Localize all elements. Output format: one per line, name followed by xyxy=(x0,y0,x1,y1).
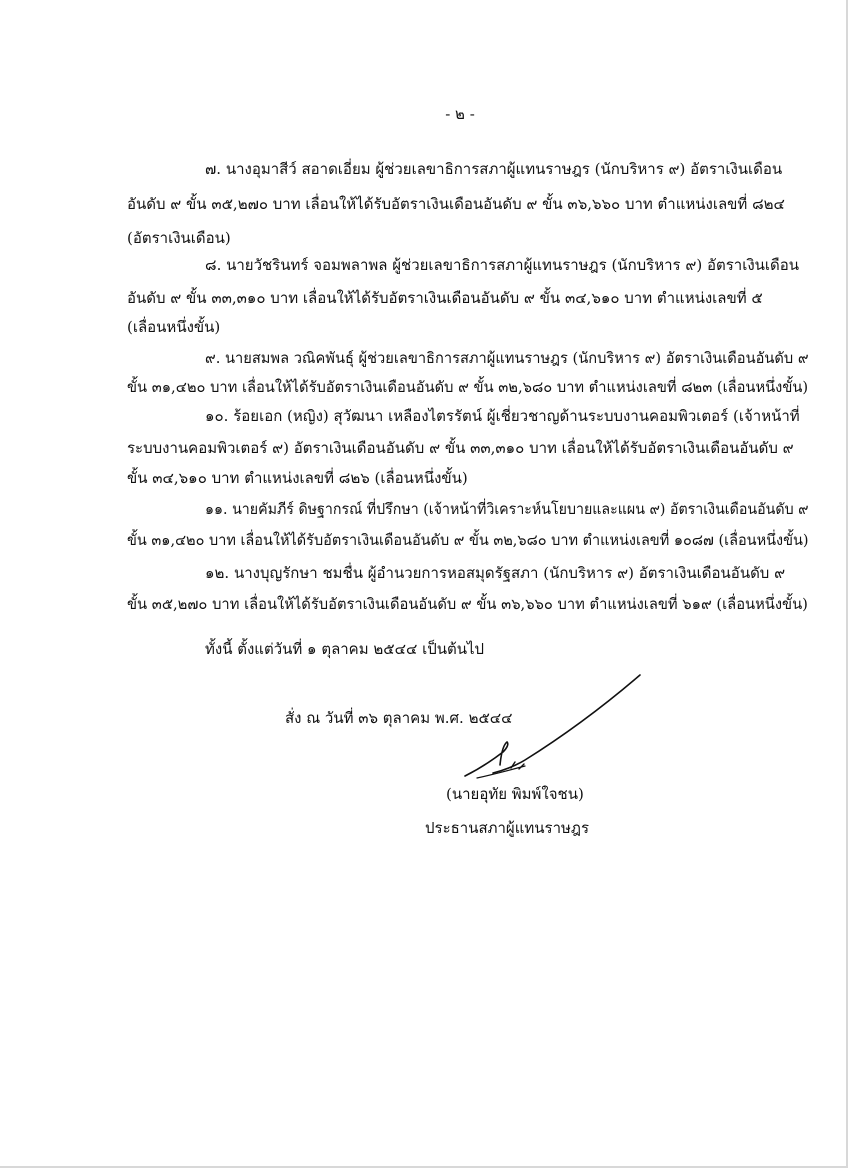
effective-date-statement: ทั้งนี้ ตั้งแต่วันที่ ๑ ตุลาคม ๒๕๔๔ เป็นต้นไป xyxy=(205,640,485,658)
order-date: สั่ง ณ วันที่ ๓๖ ตุลาคม พ.ศ. ๒๕๔๔ xyxy=(285,709,513,727)
item-10-line-1: ๑๐. ร้อยเอก (หญิง) สุวัฒนา เหลืองไตรรัตน์ ผู้เชี่ยวชาญด้านระบบงานคอมพิวเตอร์ (เจ้าหน้าที่ xyxy=(205,407,800,425)
item-7-line-3: (อัตราเงินเดือน) xyxy=(127,229,231,247)
item-8-line-2: อันดับ ๙ ขั้น ๓๓,๓๑๐ บาท เลื่อนให้ได้รับอัตราเงินเดือนอันดับ ๙ ขั้น ๓๔,๖๑๐ บาท ตำแหน่งเลขที่ ๕ xyxy=(127,289,763,307)
handwritten-signature xyxy=(455,670,655,790)
item-9-line-1: ๙. นายสมพล วณิคพันธุ์ ผู้ช่วยเลขาธิการสภาผู้แทนราษฎร (นักบริหาร ๙) อัตราเงินเดือนอันดับ ๙ xyxy=(205,349,809,367)
item-12-line-1: ๑๒. นางบุญรักษา ชมชื่น ผู้อำนวยการหอสมุดรัฐสภา (นักบริหาร ๙) อัตราเงินเดือนอันดับ ๙ xyxy=(205,564,786,582)
item-8-line-1: ๘. นายวัชรินทร์ จอมพลาพล ผู้ช่วยเลขาธิการสภาผู้แทนราษฎร (นักบริหาร ๙) อัตราเงินเดือน xyxy=(205,256,800,274)
signatory-title: ประธานสภาผู้แทนราษฎร xyxy=(425,819,590,837)
signatory-name: (นายอุทัย พิมพ์ใจชน) xyxy=(446,785,584,803)
item-10-line-2: ระบบงานคอมพิวเตอร์ ๙) อัตราเงินเดือนอันดับ ๙ ขั้น ๓๓,๓๑๐ บาท เลื่อนให้ได้รับอัตราเงินเดือนอันดับ ๙ xyxy=(127,439,794,457)
page-number: - ๒ - xyxy=(445,105,475,123)
item-12-line-2: ขั้น ๓๕,๒๗๐ บาท เลื่อนให้ได้รับอัตราเงินเดือนอันดับ ๙ ขั้น ๓๖,๖๖๐ บาท ตำแหน่งเลขที่ ๖๑๙ (เลื่อนหนึ่งขั้น) xyxy=(127,595,808,613)
item-11-line-1: ๑๑. นายคัมภีร์ ดิษฐากรณ์ ที่ปรึกษา (เจ้าหน้าที่วิเคราะห์นโยบายและแผน ๙) อัตราเงินเดือนอันดับ ๙ xyxy=(205,500,809,518)
item-7-line-2: อันดับ ๙ ขั้น ๓๕,๒๗๐ บาท เลื่อนให้ได้รับอัตราเงินเดือนอันดับ ๙ ขั้น ๓๖,๖๖๐ บาท ตำแหน่งเลขที่ ๘๒๔ xyxy=(127,195,785,213)
item-11-line-2: ขั้น ๓๑,๔๒๐ บาท เลื่อนให้ได้รับอัตราเงินเดือนอันดับ ๙ ขั้น ๓๒,๖๘๐ บาท ตำแหน่งเลขที่ ๑๐๘๗ (เลื่อนหนึ่งขั้น) xyxy=(127,531,809,549)
item-8-line-3: (เลื่อนหนึ่งขั้น) xyxy=(127,318,221,336)
item-7-line-1: ๗. นางอุมาสีว์ สอาดเอี่ยม ผู้ช่วยเลขาธิการสภาผู้แทนราษฎร (นักบริหาร ๙) อัตราเงินเดือน xyxy=(205,160,783,178)
item-9-line-2: ขั้น ๓๑,๔๒๐ บาท เลื่อนให้ได้รับอัตราเงินเดือนอันดับ ๙ ขั้น ๓๒,๖๘๐ บาท ตำแหน่งเลขที่ ๘๒๓ (เลื่อนหนึ่งขั้น) xyxy=(127,378,809,396)
item-10-line-3: ขั้น ๓๔,๖๑๐ บาท ตำแหน่งเลขที่ ๘๒๖ (เลื่อนหนึ่งขั้น) xyxy=(127,469,468,487)
